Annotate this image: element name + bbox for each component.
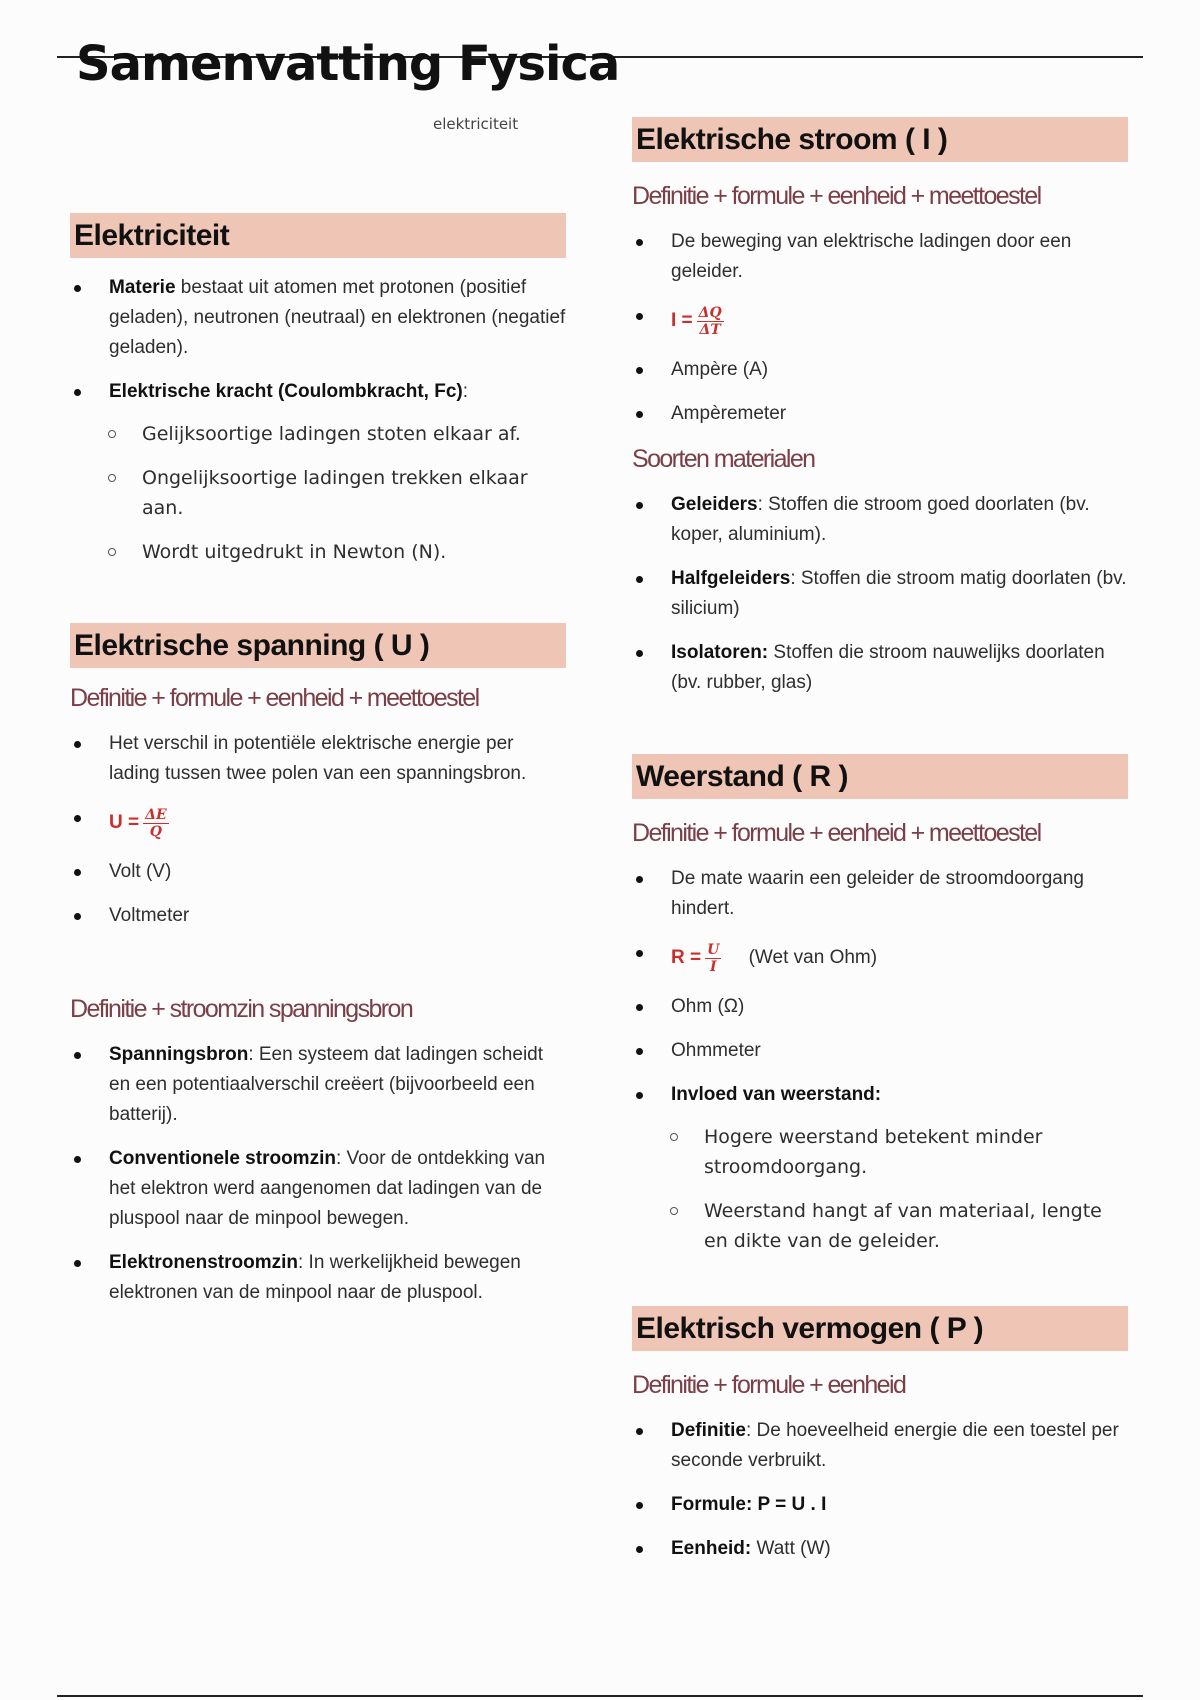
stroom-subheader: Definitie + formule + eenheid + meettoestel — [632, 182, 1041, 210]
list-item: Weerstand hangt af van materiaal, lengte en dikte van de geleider. — [632, 1196, 1128, 1256]
document-subtitle: elektriciteit — [433, 115, 519, 133]
kracht-sublist — [70, 419, 566, 567]
bottom-rule — [57, 1695, 1143, 1697]
list-item: Ampère (A) — [632, 355, 1128, 385]
list-item: Invloed van weerstand: — [632, 1080, 1128, 1110]
section-header-spanning: Elektrische spanning ( U ) — [70, 623, 566, 668]
vermogen-list — [632, 1416, 1128, 1564]
materialen-list — [632, 490, 1128, 698]
list-item: De mate waarin een geleider de stroomdoorgang hindert. — [632, 864, 1128, 924]
list-item: Volt (V) — [70, 857, 566, 887]
stroom-formula: I = $\frac{\Delta Q}{\Delta T}$ — [671, 304, 722, 338]
list-item: Ohmmeter — [632, 1036, 1128, 1066]
list-item: R = $\frac{U}{I}$ (Wet van Ohm) — [632, 938, 1128, 978]
list-item: Gelijksoortige ladingen stoten elkaar af. — [70, 419, 566, 449]
list-item: Formule: P = U . I — [632, 1490, 1128, 1520]
section-header-weerstand: Weerstand ( R ) — [632, 754, 1128, 799]
section-header-vermogen: Elektrisch vermogen ( P ) — [632, 1306, 1128, 1351]
spanning-list — [70, 729, 566, 931]
left-column — [70, 213, 566, 1308]
spanning-formula: U = $\frac{\Delta E}{Q}$ — [109, 806, 167, 840]
elektriciteit-list — [70, 273, 566, 407]
list-item: Definitie: De hoeveelheid energie die een toestel per seconde verbruikt. — [632, 1416, 1128, 1476]
list-item — [632, 301, 1128, 341]
stroomzin-list — [70, 1040, 566, 1308]
list-item: Ongelijksoortige ladingen trekken elkaar aan. — [70, 463, 566, 523]
list-item: Geleiders: Stoffen die stroom goed doorlaten (bv. koper, aluminium). — [632, 490, 1128, 550]
list-item: Voltmeter — [70, 901, 566, 931]
weerstand-formula: R = $\frac{U}{I}$ — [671, 941, 720, 975]
list-item: Isolatoren: Stoffen die stroom nauwelijks doorlaten (bv. rubber, glas) — [632, 638, 1128, 698]
weerstand-list — [632, 864, 1128, 1110]
materialen-subheader: Soorten materialen — [632, 445, 815, 473]
list-item: Elektrische kracht (Coulombkracht, Fc): — [70, 377, 566, 407]
weerstand-subheader: Definitie + formule + eenheid + meettoestel — [632, 819, 1041, 847]
list-item: Wordt uitgedrukt in Newton (N). — [70, 537, 566, 567]
list-item: Ampèremeter — [632, 399, 1128, 429]
list-item: Hogere weerstand betekent minder stroomdoorgang. — [632, 1122, 1128, 1182]
list-item: Eenheid: Watt (W) — [632, 1534, 1128, 1564]
stroom-list — [632, 227, 1128, 429]
section-header-stroom: Elektrische stroom ( I ) — [632, 117, 1128, 162]
list-item: Elektronenstroomzin: In werkelijkheid bewegen elektronen van de minpool naar de pluspool. — [70, 1248, 566, 1308]
spanning-subheader: Definitie + formule + eenheid + meettoestel — [70, 684, 479, 712]
list-item: Spanningsbron: Een systeem dat ladingen scheidt en een potentiaalverschil creëert (bijvoorbeeld een batterij). — [70, 1040, 566, 1130]
stroomzin-subheader: Definitie + stroomzin spanningsbron — [70, 995, 413, 1023]
weerstand-sublist — [632, 1122, 1128, 1256]
section-header-elektriciteit: Elektriciteit — [70, 213, 566, 258]
list-item: Het verschil in potentiële elektrische energie per lading tussen twee polen van een spanningsbron. — [70, 729, 566, 789]
list-item: Conventionele stroomzin: Voor de ontdekking van het elektron werd aangenomen dat ladingen van de pluspool naar de minpool bewegen. — [70, 1144, 566, 1234]
list-item: Ohm (Ω) — [632, 992, 1128, 1022]
list-item — [70, 803, 566, 843]
list-item: Halfgeleiders: Stoffen die stroom matig doorlaten (bv. silicium) — [632, 564, 1128, 624]
vermogen-subheader: Definitie + formule + eenheid — [632, 1371, 906, 1399]
list-item: Materie bestaat uit atomen met protonen (positief geladen), neutronen (neutraal) en elektronen (negatief geladen). — [70, 273, 566, 363]
document-title: Samenvatting Fysica — [76, 36, 620, 92]
list-item: De beweging van elektrische ladingen door een geleider. — [632, 227, 1128, 287]
right-column — [632, 117, 1128, 1564]
